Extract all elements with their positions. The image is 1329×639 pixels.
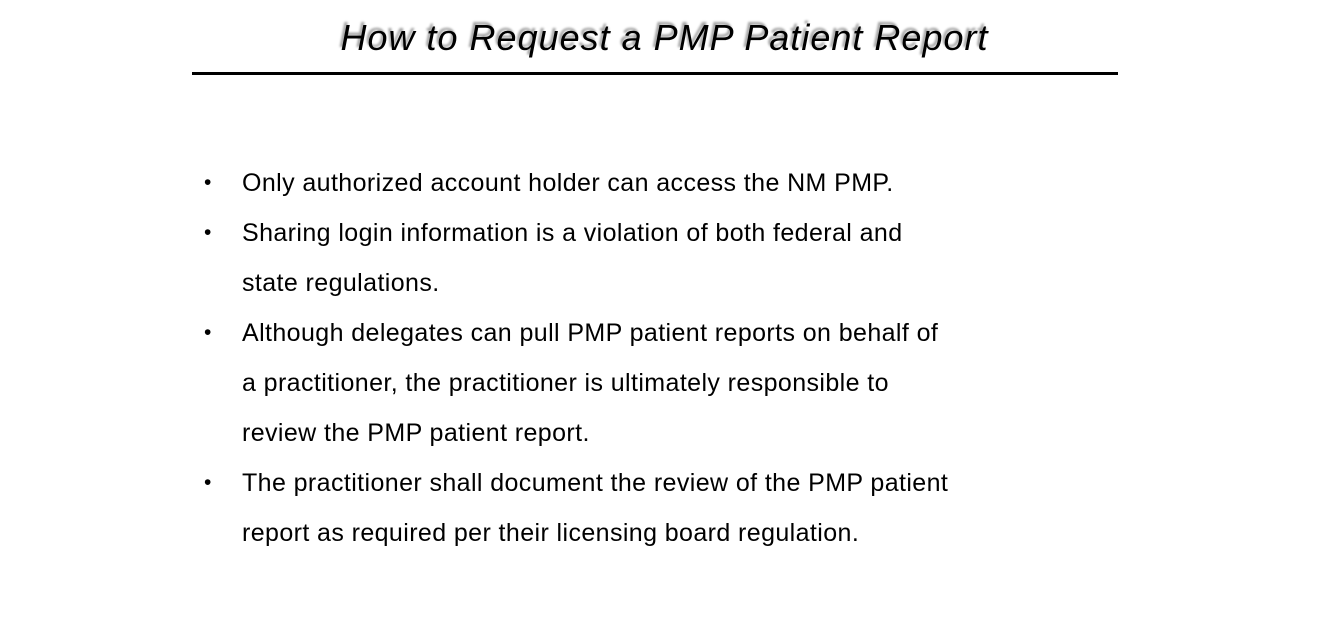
bullet-text-line: state regulations. — [242, 269, 440, 297]
title-underline-rule — [192, 72, 1118, 75]
bullet-text-line: Sharing login information is a violation of both federal and — [242, 219, 903, 247]
bullet-text-line: review the PMP patient report. — [242, 419, 590, 447]
bullet-list — [201, 158, 948, 558]
bullet-item — [201, 208, 948, 308]
bullet-marker: • — [204, 471, 212, 494]
bullet-text-line: report as required per their licensing board regulation. — [242, 519, 860, 547]
bullet-text-line: Although delegates can pull PMP patient reports on behalf of — [242, 319, 939, 347]
slide-title: How to Request a PMP Patient Report — [340, 17, 989, 58]
bullet-text-line: a practitioner, the practitioner is ultimately responsible to — [242, 369, 889, 397]
bullet-marker: • — [204, 221, 212, 244]
bullet-item — [201, 458, 948, 558]
bullet-text-line: The practitioner shall document the review of the PMP patient — [242, 469, 949, 497]
bullet-item — [201, 308, 948, 458]
bullet-text — [242, 208, 903, 308]
bullet-marker: • — [204, 171, 212, 194]
bullet-text — [242, 308, 938, 458]
bullet-marker: • — [204, 321, 212, 344]
bullet-text — [242, 458, 948, 558]
bullet-text-line: Only authorized account holder can access the NM PMP. — [242, 169, 894, 197]
bullet-item — [201, 158, 948, 208]
bullet-text — [242, 158, 894, 208]
